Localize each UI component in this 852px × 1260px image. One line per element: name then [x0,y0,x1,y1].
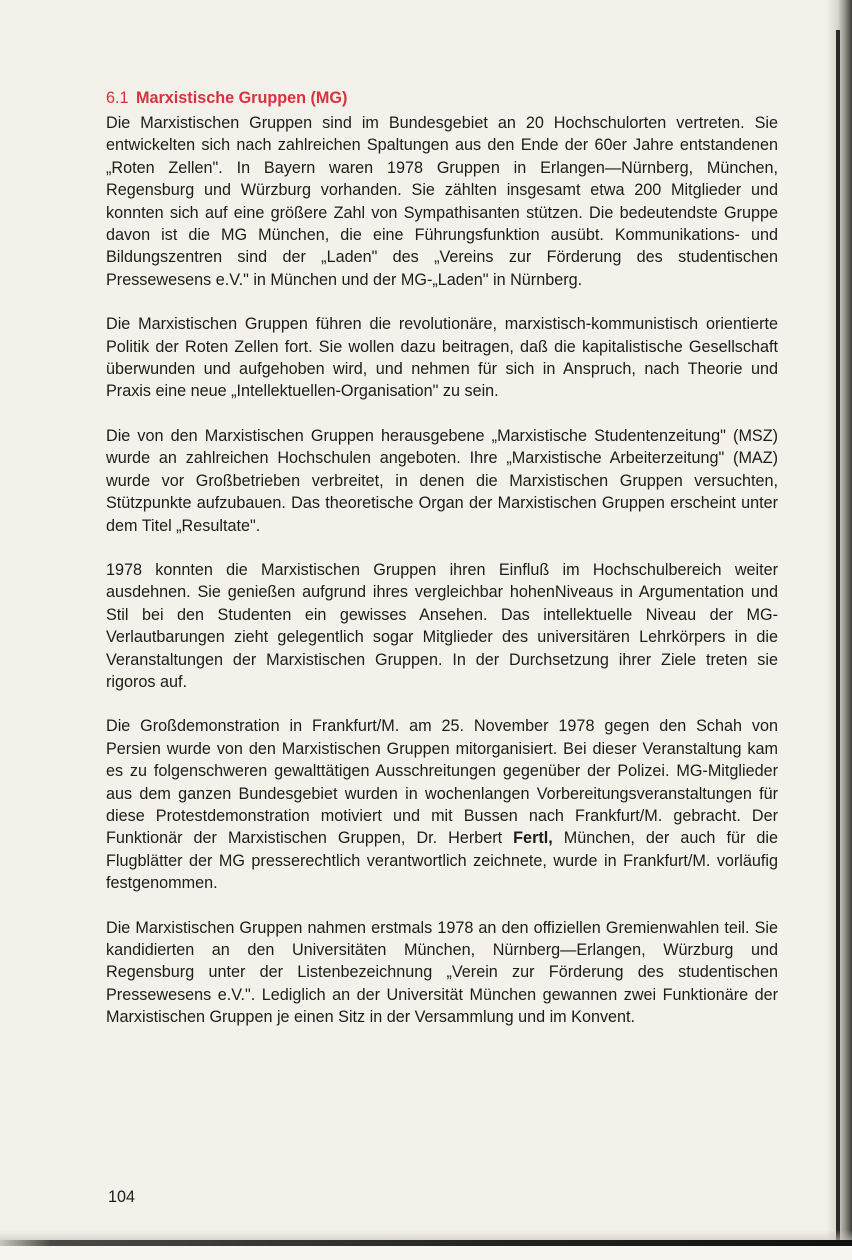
paragraph-5 [106,715,778,894]
paragraph-6: Die Marxistischen Gruppen nahmen erstmals 1978 an den offiziellen Gremienwahlen teil. Sie kandidierten an den Universitäten München, Nürnberg—Erlangen, Würzburg und Regensburg unter der Listenbezeichnung „Verein zur Förderung des studentischen Pressewesens e.V.". Lediglich an der Universität München gewannen zwei Funktionäre der Marxistischen Gruppen je einen Sitz in der Versammlung und im Konvent. [106,918,778,1027]
section-number: 6.1 [106,89,129,107]
page-number: 104 [108,1188,136,1206]
paragraph-1: Die Marxistischen Gruppen sind im Bundesgebiet an 20 Hochschulorten vertreten. Sie entwickelten sich nach zahlreichen Spaltungen aus den Ende der 60er Jahre entstandenen „Roten Zellen". In Bayern waren 1978 Gruppen in Erlangen—Nürnberg, München, Regensburg und Würzburg vorhanden. Sie zählten insgesamt etwa 200 Mitglieder und konnten sich auf eine größere Zahl von Sympathisanten stützen. Die bedeutendste Gruppe davon ist die MG München, die eine Führungsfunktion ausübt. Kommunikations- und Bildungszentren sind der „Laden" des „Vereins zur Förderung des studentischen Pressewesens e.V." in München und der MG-„Laden" in Nürnberg. [106,114,778,289]
paragraph-3: Die von den Marxistischen Gruppen herausgebene „Marxistische Studentenzeitung" (MSZ) wurde an zahlreichen Hochschulen angeboten. Ihre „Marxistische Arbeiterzeitung" (MAZ) wurde vor Großbetrieben verbreitet, in denen die Marxistischen Gruppen versuchten, Stützpunkte aufzubauen. Das theoretische Organ der Marxistischen Gruppen erscheint unter dem Titel „Resultate". [106,426,778,535]
paragraph-4: 1978 konnten die Marxistischen Gruppen ihren Einfluß im Hochschulbereich weiter ausdehnen. Sie genießen aufgrund ihres vergleichbar hohenNiveaus in Argumentation und Stil bei den Studenten ein gewisses Ansehen. Das intellektuelle Niveau der MG-Verlautbarungen zieht gelegentlich sogar Mitglieder des universitären Lehrkörpers in die Veranstaltungen der Marxistischen Gruppen. In der Durchsetzung ihrer Ziele treten sie rigoros auf. [106,560,778,691]
section-title: Marxistische Gruppen (MG) [136,89,348,107]
paragraph-2: Die Marxistischen Gruppen führen die revolutionäre, marxistisch-kommunistisch orientierte Politik der Roten Zellen fort. Sie wollen dazu beitragen, daß die kapitalistische Gesellschaft überwunden und aufgehoben wird, und nehmen für sich in Anspruch, nach Theorie und Praxis eine neue „Intellektuellen-Organisation" zu sein. [106,315,778,401]
paragraph-5-text-a: Die Großdemonstration in Frankfurt/M. am 25. November 1978 gegen den Schah von Persien wurde von den Marxistischen Gruppen mitorganisiert. Bei dieser Veranstaltung kam es zu folgenschweren gewalttätigen Ausschreitungen gegenüber der Polizei. MG-Mitglieder aus dem ganzen Bundesgebiet wurden in wochenlangen Vorbereitungsveranstaltungen für diese Protestdemonstration motiviert und mit Bussen nach Frankfurt/M. gebracht. Der Funktionär der Marxistischen Gruppen, Dr. Herbert [106,717,778,848]
scan-margin-bottom [0,1246,852,1260]
page-edge-bottom-fade [0,1230,852,1240]
page-content [106,86,778,1051]
person-name-fertl: Fertl, [513,829,553,848]
section-heading [106,86,778,110]
paragraph-5-text-b: München, der auch für die Flugblätter der MG presserechtlich verantwortlich zeichnete, wurde in Frankfurt/M. vorläufig festgenommen. [106,829,778,893]
page-edge-line [836,30,840,1255]
